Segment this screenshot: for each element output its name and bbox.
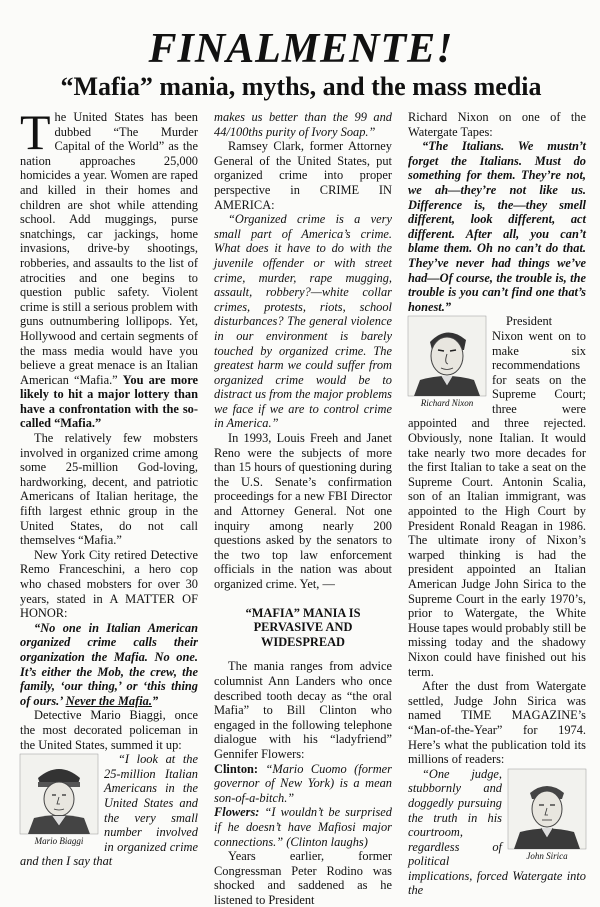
- page-subtitle: “Mafia” mania, myths, and the mass media: [60, 72, 542, 101]
- portrait-richard-nixon: [408, 316, 486, 409]
- paragraph: After the dust from Watergate settled, Judge John Sirica was named TIME MAGAZINE’s “Man-of-the-Year” for 1974. Here’s what the publication told its millions of readers:: [408, 679, 586, 767]
- bold-statement: You are more likely to hit a major lottery than have a confrontation with the so-called “Mafia.”: [20, 372, 198, 431]
- nixon-sketch-icon: [408, 316, 486, 396]
- caption-biaggi: Mario Biaggi: [34, 836, 84, 847]
- paragraph: In 1993, Louis Freeh and Janet Reno were the subjects of more than 15 hours of questioning during the U.S. Senate’s confirmation proceedings for a new FBI Director and Attorney General. Not one inquiry among nearly 200 questions asked by the senators to the two top law enforcement officials in the nation was about organized crime. Yet, —: [214, 431, 392, 591]
- quote-franceschini: [20, 621, 198, 709]
- quote-biaggi: “I look at the 25-million Italian Americans in the United States and the very small number involved in organized crime and then I say that: [20, 752, 198, 869]
- column-3: [408, 110, 586, 907]
- caption-sirica: John Sirica: [526, 850, 568, 861]
- paragraph: Years earlier, former Congressman Peter Rodino was shocked and saddened as he listened to President: [214, 849, 392, 907]
- quote-text: “No one in Italian American organized crime calls their organization the Mafia. No one. It’s either the Mob, the crew, the family, ‘our thing,’ or ‘this thing of ours.’: [20, 620, 198, 708]
- sirica-sketch-icon: [508, 769, 586, 849]
- biaggi-sketch-icon: [20, 754, 98, 834]
- quote-biaggi-cont: makes us better than the 99 and 44/100ths purity of Ivory Soap.”: [214, 110, 392, 139]
- dialogue-flowers: [214, 805, 392, 849]
- speaker-clinton: Clinton:: [214, 761, 259, 776]
- paragraph: The relatively few mobsters involved in organized crime among some 25-million God-loving, hardworking, decent, and patriotic Americans of Italian heritage, the fifth largest ethnic group in the United States, do not call themselves “Mafia.”: [20, 431, 198, 548]
- speaker-flowers: Flowers:: [214, 805, 260, 820]
- paragraph: The mania ranges from advice columnist Ann Landers who once described tooth decay as “the oral Mafia” to Bill Clinton who engaged in the following telephone dialogue with his “ladyfriend” Gennifer Flowers:: [214, 659, 392, 761]
- paragraph: [20, 104, 198, 431]
- page-title: FINALMENTE!: [148, 26, 454, 72]
- dialogue-text: “I wouldn’t be surprised if he doesn’t have Mafiosi major connections.” (Clinton laughs): [214, 805, 392, 849]
- column-2: [214, 110, 392, 907]
- article-columns: [20, 104, 586, 907]
- section-heading: “MAFIA” MANIA IS PERVASIVE AND WIDESPREAD: [245, 605, 361, 649]
- column-1: [20, 104, 198, 907]
- paragraph: New York City retired Detective Remo Franceschini, a hero cop who chased mobsters for over 30 years, stated in A MATTER OF HONOR:: [20, 547, 198, 621]
- quote-nixon: “The Italians. We mustn’t forget the Italians. Must do something for them. They’re not, we ah—they’re not like us. Difference is, the—they smell different, look different, act different. After all, you can’t blame them. Oh no can’t do that. They’ve never had things we’ve had—Of course, the trouble is, the trouble is you can’t find one that’s honest.”: [408, 139, 586, 314]
- paragraph: Ramsey Clark, former Attorney General of the United States, put organized crime into proper perspective in CRIME IN AMERICA:: [214, 139, 392, 212]
- dialogue-text: “Mario Cuomo (former governor of New York) is a mean son-of-a-bitch.”: [214, 761, 392, 805]
- quote-clark: “Organized crime is a very small part of America’s crime. What does it have to do with the juvenile offender or with street crime, murder, rape mugging, assault, robbery?—white collar crimes, protests, riots, school disturbances? The general violence in our environment is barely touched by organized crime. The greatest harm we could suffer from organized crime would be to distract us from the major problems we face if we are to control crime in America.”: [214, 212, 392, 431]
- caption-nixon: Richard Nixon: [420, 398, 474, 409]
- paragraph-text: he United States has been dubbed “The Murder Capital of the World” as the nation approaches 25,000 homicides a year. Women are raped and killed in their homes and children are shot while attending school. Add muggings, purse snatchings, car jackings, home invasions, drive-by shootings, robberies, and assaults to the list of atrocities and one begins to question public safety. Violent crime is still a serious problem with guns outnumbering lollipops. Yet, Hollywood and certain segments of the mass media would have you believe a great menace is an Italian American “Mafia.”: [20, 110, 198, 387]
- paragraph: Richard Nixon on one of the Watergate Tapes:: [408, 110, 586, 139]
- paragraph: Detective Mario Biaggi, once the most decorated policeman in the United States, summed it up:: [20, 708, 198, 752]
- paragraph: President Nixon went on to make six recommendations for seats on the Supreme Court; three were appointed and three rejected. Obviously, none Italian. It would take nearly two more decades for the first Italian to take a seat on the Supreme Court. Antonin Scalia, son of an Italian immigrant, was appointed to the High Court by President Ronald Reagan in 1986. The ultimate irony of Nixon’s warped thinking is had the president appointed an Italian American Judge John Sirica to the Supreme Court in the early 1970’s, prior to Watergate, the White House tapes would probably still be missing today and the shadowy Nixon could have finished out his term.: [408, 314, 586, 679]
- portrait-john-sirica: [508, 769, 586, 862]
- drop-cap: T: [20, 104, 51, 160]
- dialogue-clinton: [214, 762, 392, 806]
- quote-time: “One judge, stubbornly and doggedly pursuing the truth in his courtroom, regardless of political implications, forced Watergate into the: [408, 766, 586, 898]
- portrait-mario-biaggi: [20, 754, 98, 847]
- quote-end: ”: [151, 693, 159, 708]
- quote-underline: Never the Mafia.: [65, 693, 152, 708]
